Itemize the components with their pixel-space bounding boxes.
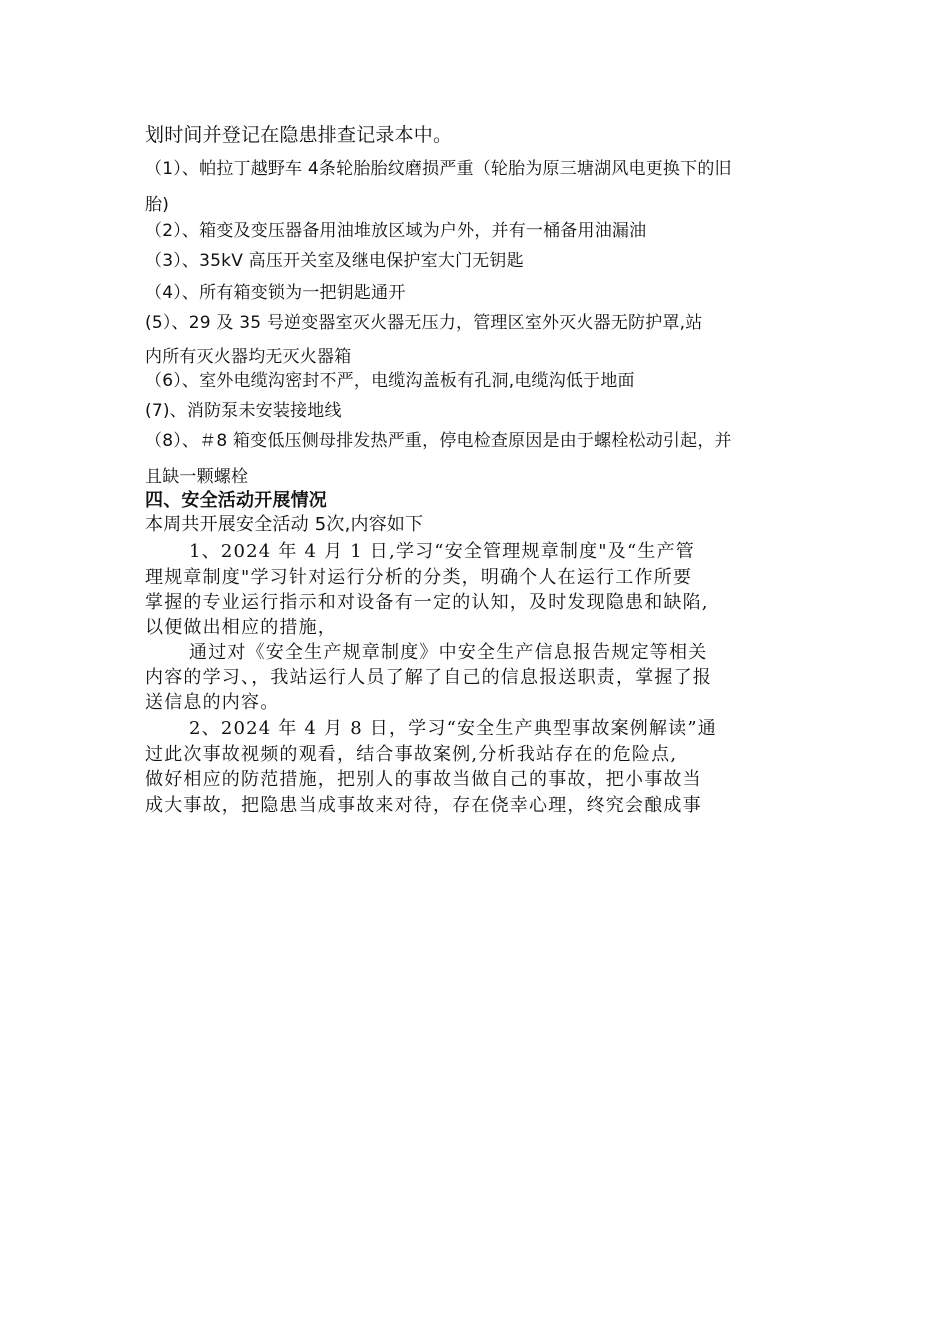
activity-line: 过此次事故视频的观看，结合事故案例,分析我站存在的危险点,	[145, 744, 678, 765]
hazard-item-3: （3）、35kV 高压开关室及继电保护室大门无钥匙	[145, 251, 524, 271]
hazard-item-8-cont: 且缺一颗螺栓	[145, 467, 249, 487]
hazard-item-5-cont: 内所有灭火器均无灭火器箱	[145, 347, 352, 367]
hazard-item-5: (5）、29 及 35 号逆变器室灭火器无压力，管理区室外灭火器无防护罩,站	[145, 313, 703, 333]
list-intro: 划时间并登记在隐患排查记录本中。	[145, 124, 453, 146]
activity-line: 2、2024 年 4 月 8 日，学习“安全生产典型事故案例解读”通	[189, 718, 717, 739]
activity-line: 做好相应的防范措施，把别人的事故当做自己的事故，把小事故当	[145, 769, 702, 790]
activity-line: 通过对《安全生产规章制度》中安全生产信息报告规定等相关	[189, 642, 708, 663]
activity-line: 1、2024 年 4 月 1 日,学习“安全管理规章制度"及“生产管	[189, 541, 695, 562]
hazard-item-4: （4）、所有箱变锁为一把钥匙通开	[145, 283, 406, 303]
activity-line: 以便做出相应的措施，	[145, 617, 337, 638]
activity-line: 理规章制度"学习针对运行分析的分类，明确个人在运行工作所要	[145, 567, 693, 588]
hazard-item-1: （1）、帕拉丁越野车 4条轮胎胎纹磨损严重（轮胎为原三塘湖风电更换下的旧	[145, 159, 732, 179]
activity-line: 掌握的专业运行指示和对设备有一定的认知，及时发现隐患和缺陷,	[145, 592, 709, 613]
hazard-item-6: （6）、室外电缆沟密封不严，电缆沟盖板有孔洞,电缆沟低于地面	[145, 371, 635, 391]
activity-intro: 本周共开展安全活动 5次,内容如下	[145, 514, 424, 535]
hazard-item-8: （8）、＃8 箱变低压侧母排发热严重，停电检查原因是由于螺栓松动引起，并	[145, 431, 732, 451]
hazard-item-2: （2）、箱变及变压器备用油堆放区域为户外，并有一桶备用油漏油	[145, 221, 647, 241]
activity-line: 内容的学习、，我站运行人员了解了自己的信息报送职责，掌握了报	[145, 667, 712, 688]
activity-line: 送信息的内容。	[145, 692, 280, 713]
section-heading: 四、安全活动开展情况	[145, 490, 327, 511]
activity-line: 成大事故，把隐患当成事故来对待，存在侥幸心理，终究会酿成事	[145, 795, 702, 816]
hazard-item-1-cont: 胎)	[145, 195, 170, 215]
hazard-item-7: (7)、消防泵未安装接地线	[145, 401, 342, 421]
